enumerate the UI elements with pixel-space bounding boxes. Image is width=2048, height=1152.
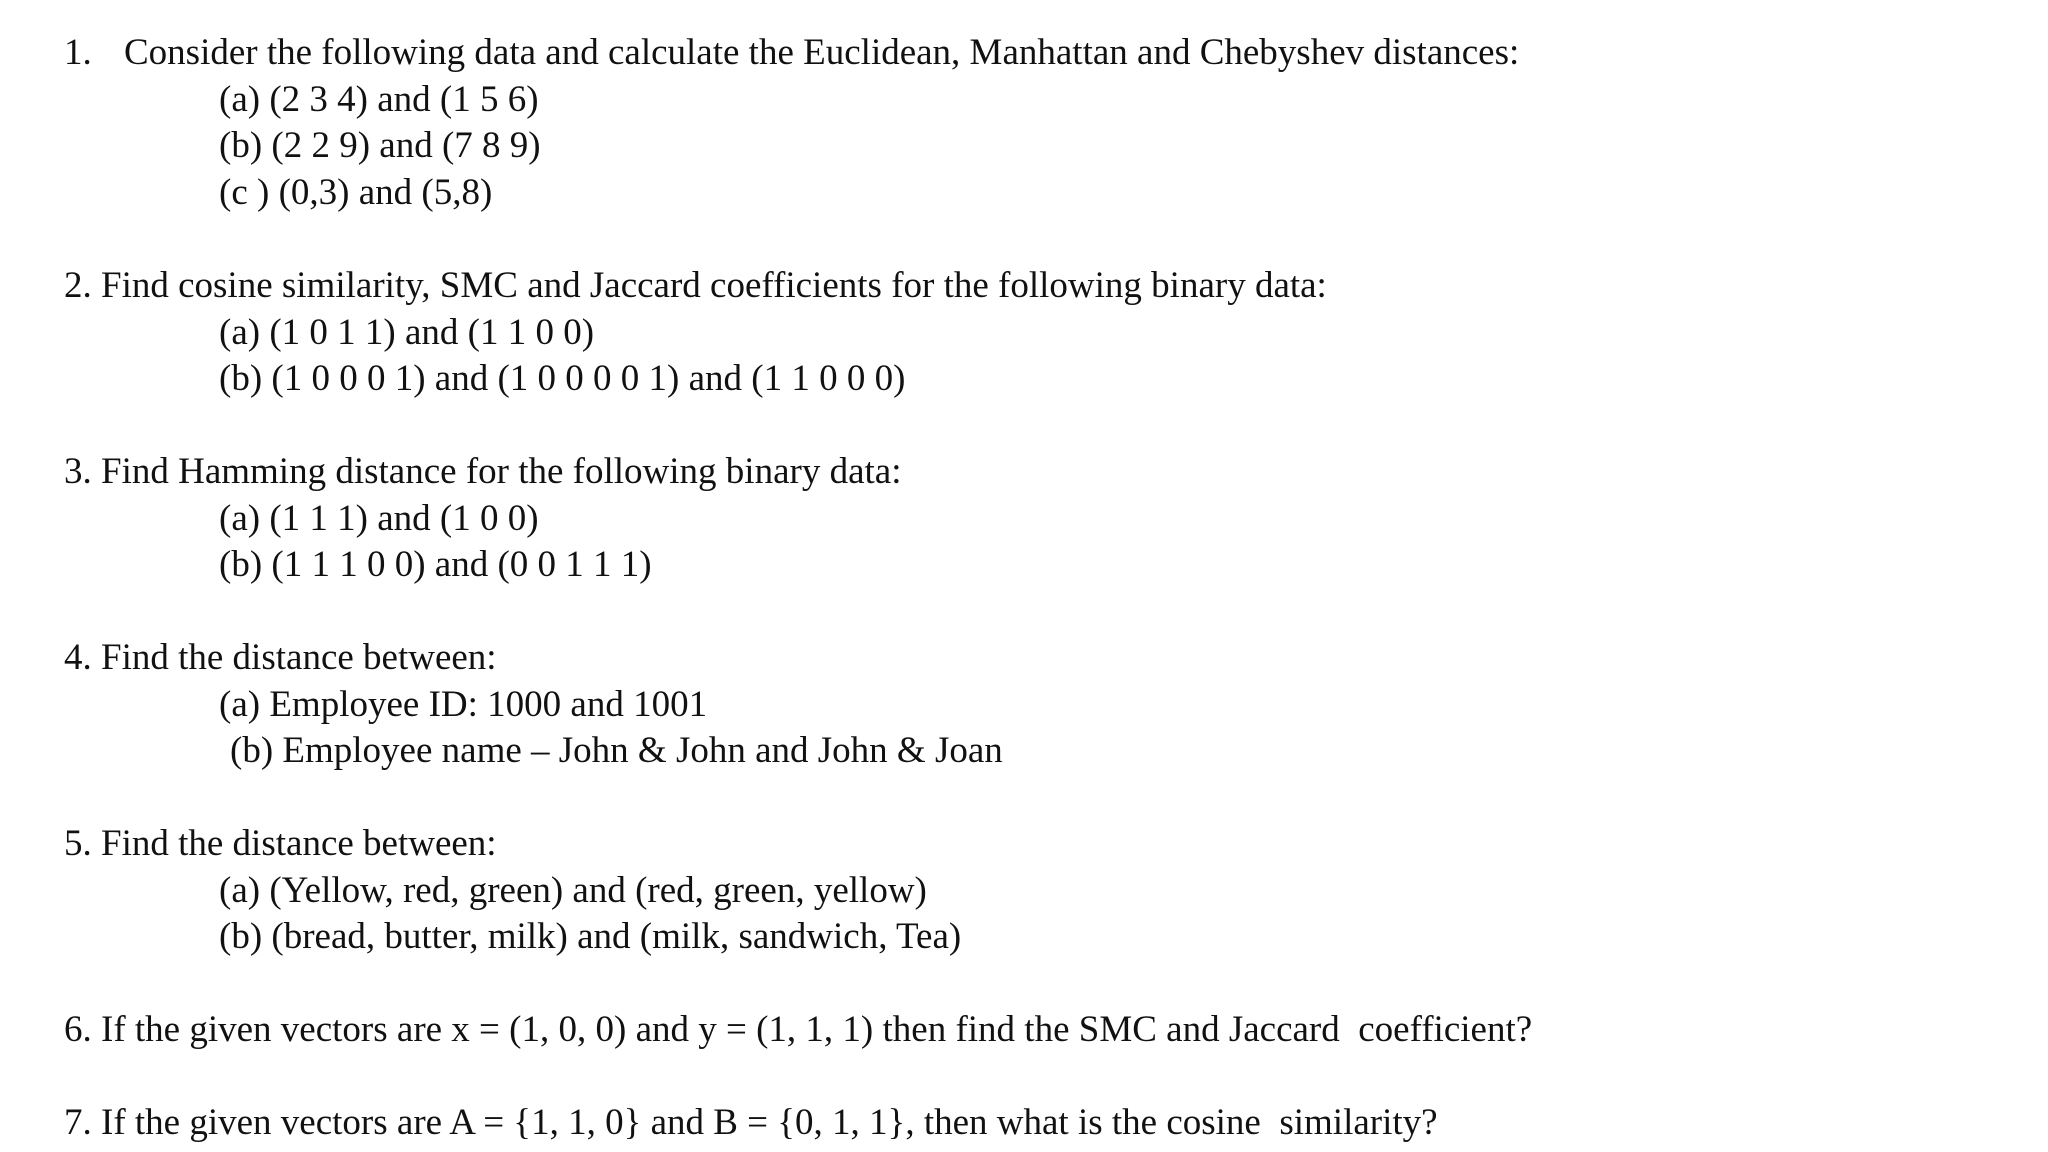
question-7: 7. If the given vectors are A = {1, 1, 0} and B = {0, 1, 1}, then what is the cosine similarity? [64,1102,1438,1143]
question-6: 6. If the given vectors are x = (1, 0, 0) and y = (1, 1, 1) then find the SMC and Jaccard coefficient? [64,1009,1533,1050]
question-4-part-a: (a) Employee ID: 1000 and 1001 [219,684,708,725]
question-4-part-b: (b) Employee name – John & John and John & Joan [230,730,1003,771]
question-4: 4. Find the distance between: [64,637,497,678]
question-1-part-c: (c ) (0,3) and (5,8) [219,172,493,213]
question-5: 5. Find the distance between: [64,823,497,864]
question-2: 2. Find cosine similarity, SMC and Jaccard coefficients for the following binary data: [64,265,1327,306]
question-2-part-a: (a) (1 0 1 1) and (1 1 0 0) [219,312,595,353]
question-2-part-b: (b) (1 0 0 0 1) and (1 0 0 0 0 1) and (1 1 0 0 0) [219,358,906,399]
question-3-part-b: (b) (1 1 1 0 0) and (0 0 1 1 1) [219,544,652,585]
question-1-part-b: (b) (2 2 9) and (7 8 9) [219,125,541,166]
question-1-text: Consider the following data and calculate the Euclidean, Manhattan and Chebyshev distances: [124,32,1520,73]
question-3: 3. Find Hamming distance for the following binary data: [64,451,902,492]
question-3-part-a: (a) (1 1 1) and (1 0 0) [219,498,539,539]
question-1 [64,30,1519,76]
question-5-part-b: (b) (bread, butter, milk) and (milk, sandwich, Tea) [219,916,962,957]
question-5-part-a: (a) (Yellow, red, green) and (red, green, yellow) [219,870,927,911]
question-1-part-a: (a) (2 3 4) and (1 5 6) [219,79,539,120]
question-1-number: 1. [64,32,92,73]
